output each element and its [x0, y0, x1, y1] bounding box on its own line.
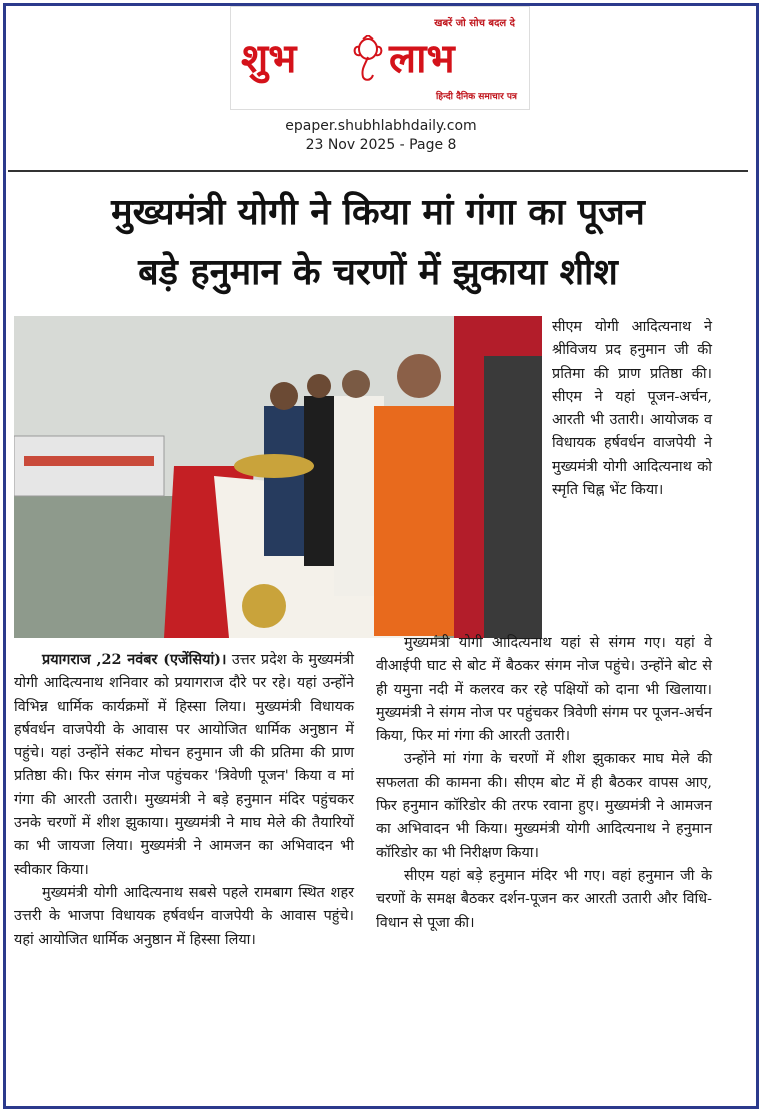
article-paragraph: [14, 648, 354, 882]
dateline: प्रयागराज ,22 नवंबर (एजेंसियां)।: [42, 651, 227, 668]
article-paragraph: उन्होंने मां गंगा के चरणों में शीश झुकाकर माघ मेले की सफलता की कामना की। सीएम बोट में ही बैठकर वापस आए, फिर हनुमान कॉरिडोर की तरफ रवाना हुए। मुख्यमंत्री ने आमजन का अभिवादन भी किया। मुख्यमंत्री योगी आदित्यनाथ ने हनुमान कॉरिडोर का भी निरीक्षण किया।: [376, 751, 712, 861]
news-photo: [14, 316, 542, 638]
masthead-logo: [230, 6, 530, 110]
ganesh-icon: [351, 35, 385, 83]
article-column-right: [376, 632, 712, 935]
article-lead-text: उत्तर प्रदेश के मुख्यमंत्री योगी आदित्यनाथ शनिवार को प्रयागराज दौरे पर रहे। यहां उन्होंने विभिन्न धार्मिक कार्यक्रमों में हिस्सा लिया। मुख्यमंत्री विधायक हर्षवर्धन वाजपेयी के आवास पर आयोजित धार्मिक अनुष्ठान में पहुंचे। यहां उन्होंने संकट मोचन हनुमान जी की प्रतिमा की प्राण प्रतिष्ठा की। फिर संगम नोज पहुंचकर 'त्रिवेणी पूजन' किया व मां गंगा की आरती उतारी। मुख्यमंत्री ने बड़े हनुमान मंदिर पहुंचकर उनके चरणों में शीश झुकाया। मुख्यमंत्री ने माघ मेले की तैयारियों का भी जायजा लिया। मुख्यमंत्री ने आमजन का अभिवादन भी स्वीकार किया।: [14, 652, 355, 878]
headline-line-1: मुख्यमंत्री योगी ने किया मां गंगा का पूजन: [111, 192, 645, 233]
masthead-subtag: हिन्दी दैनिक समाचार पत्र: [435, 92, 517, 102]
article-paragraph: सीएम योगी आदित्यनाथ ने श्रीविजय प्रद हनुमान जी की प्रतिमा की प्राण प्रतिष्ठा की। सीएम ने यहां पूजन-अर्चन, आरती भी उतारी। आयोजक व विधायक हर्षवर्धन वाजपेयी ने मुख्यमंत्री योगी आदित्यनाथ को स्मृति चिह्न भेंट किया।: [552, 319, 712, 499]
article-paragraph: मुख्यमंत्री योगी आदित्यनाथ यहां से संगम गए। यहां वे वीआईपी घाट से बोट में बैठकर संगम नोज पहुंचे। उन्होंने बोट से ही यमुना नदी में कलरव कर रहे पक्षियों को दाना भी खिलाया। मुख्यमंत्री ने संगम नोज पर पहुंचकर त्रिवेणी संगम पर पूजन-अर्चन किया, फिर मां गंगा की आरती उतारी।: [376, 635, 712, 745]
article-column-left: [14, 648, 354, 952]
logo-word-right: लाभ: [389, 36, 455, 82]
logo-word-left: शुभ: [241, 36, 297, 82]
epaper-url: epaper.shubhlabhdaily.com: [285, 118, 477, 134]
edition-date-page: 23 Nov 2025 - Page 8: [305, 137, 457, 153]
header-divider: [8, 170, 748, 172]
headline-line-2: बड़े हनुमान के चरणों में झुकाया शीश: [138, 252, 618, 293]
article-paragraph: मुख्यमंत्री योगी आदित्यनाथ सबसे पहले रामबाग स्थित शहर उत्तरी के भाजपा विधायक हर्षवर्धन वाजपेयी के आवास पहुंचे। यहां आयोजित धार्मिक अनुष्ठान में हिस्सा लिया।: [14, 884, 354, 948]
article-column-right-top: [552, 316, 712, 502]
masthead-tagline: खबरें जो सोच बदल दे: [434, 18, 515, 29]
article-paragraph: सीएम यहां बड़े हनुमान मंदिर भी गए। वहां हनुमान जी के चरणों के समक्ष बैठकर दर्शन-पूजन कर आरती उतारी और विधि-विधान से पूजा की।: [376, 867, 712, 931]
